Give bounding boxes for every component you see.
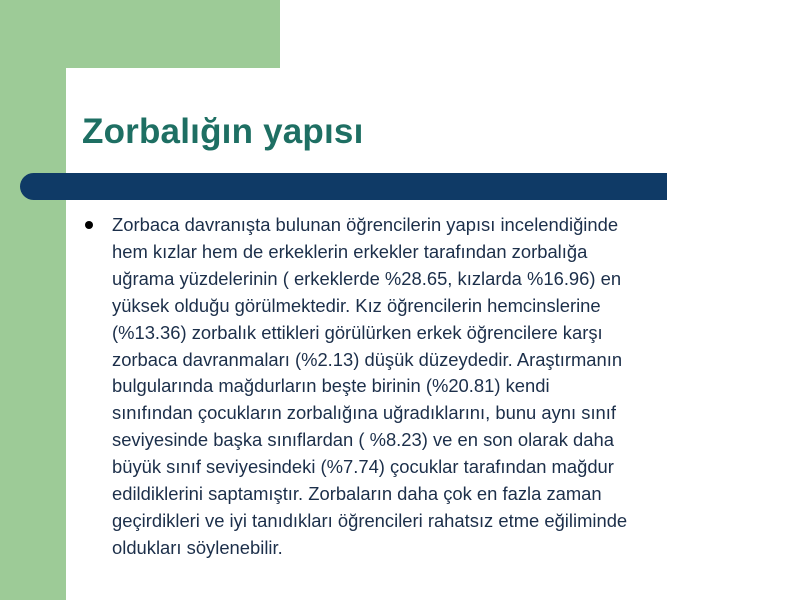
- green-band-left: [0, 0, 66, 600]
- bullet-item: [82, 212, 742, 562]
- green-band-top: [0, 0, 280, 68]
- bullet-text: Zorbaca davranışta bulunan öğrencilerin yapısı incelendiğinde hem kızlar hem de erkeklerin erkekler tarafından zorbalığa uğrama yüzdelerinin ( erkeklerde %28.65, kızlarda %16.96) en yüksek olduğu görülmektedir. Kız öğrencilerin hemcinslerine (%13.36) zorbalık ettikleri görülürken erkek öğrencilere karşı zorbaca davranmaları (%2.13) düşük düzeydedir. Araştırmanın bulgularında mağdurların beşte birinin (%20.81) kendi sınıfından çocukların zorbalığına uğradıklarını, bunu aynı sınıf seviyesinde başka sınıflardan ( %8.23) ve en son olarak daha büyük sınıf seviyesindeki (%7.74) çocuklar tarafından mağdur edildiklerini saptamıştır. Zorbaların daha çok en fazla zaman geçirdikleri ve iyi tanıdıkları öğrencileri rahatsız etme eğiliminde oldukları söylenebilir.: [112, 214, 628, 558]
- bullet-dot-icon: [85, 221, 93, 229]
- slide-title: Zorbalığın yapısı: [82, 112, 364, 151]
- title-underline-bar: [20, 173, 667, 200]
